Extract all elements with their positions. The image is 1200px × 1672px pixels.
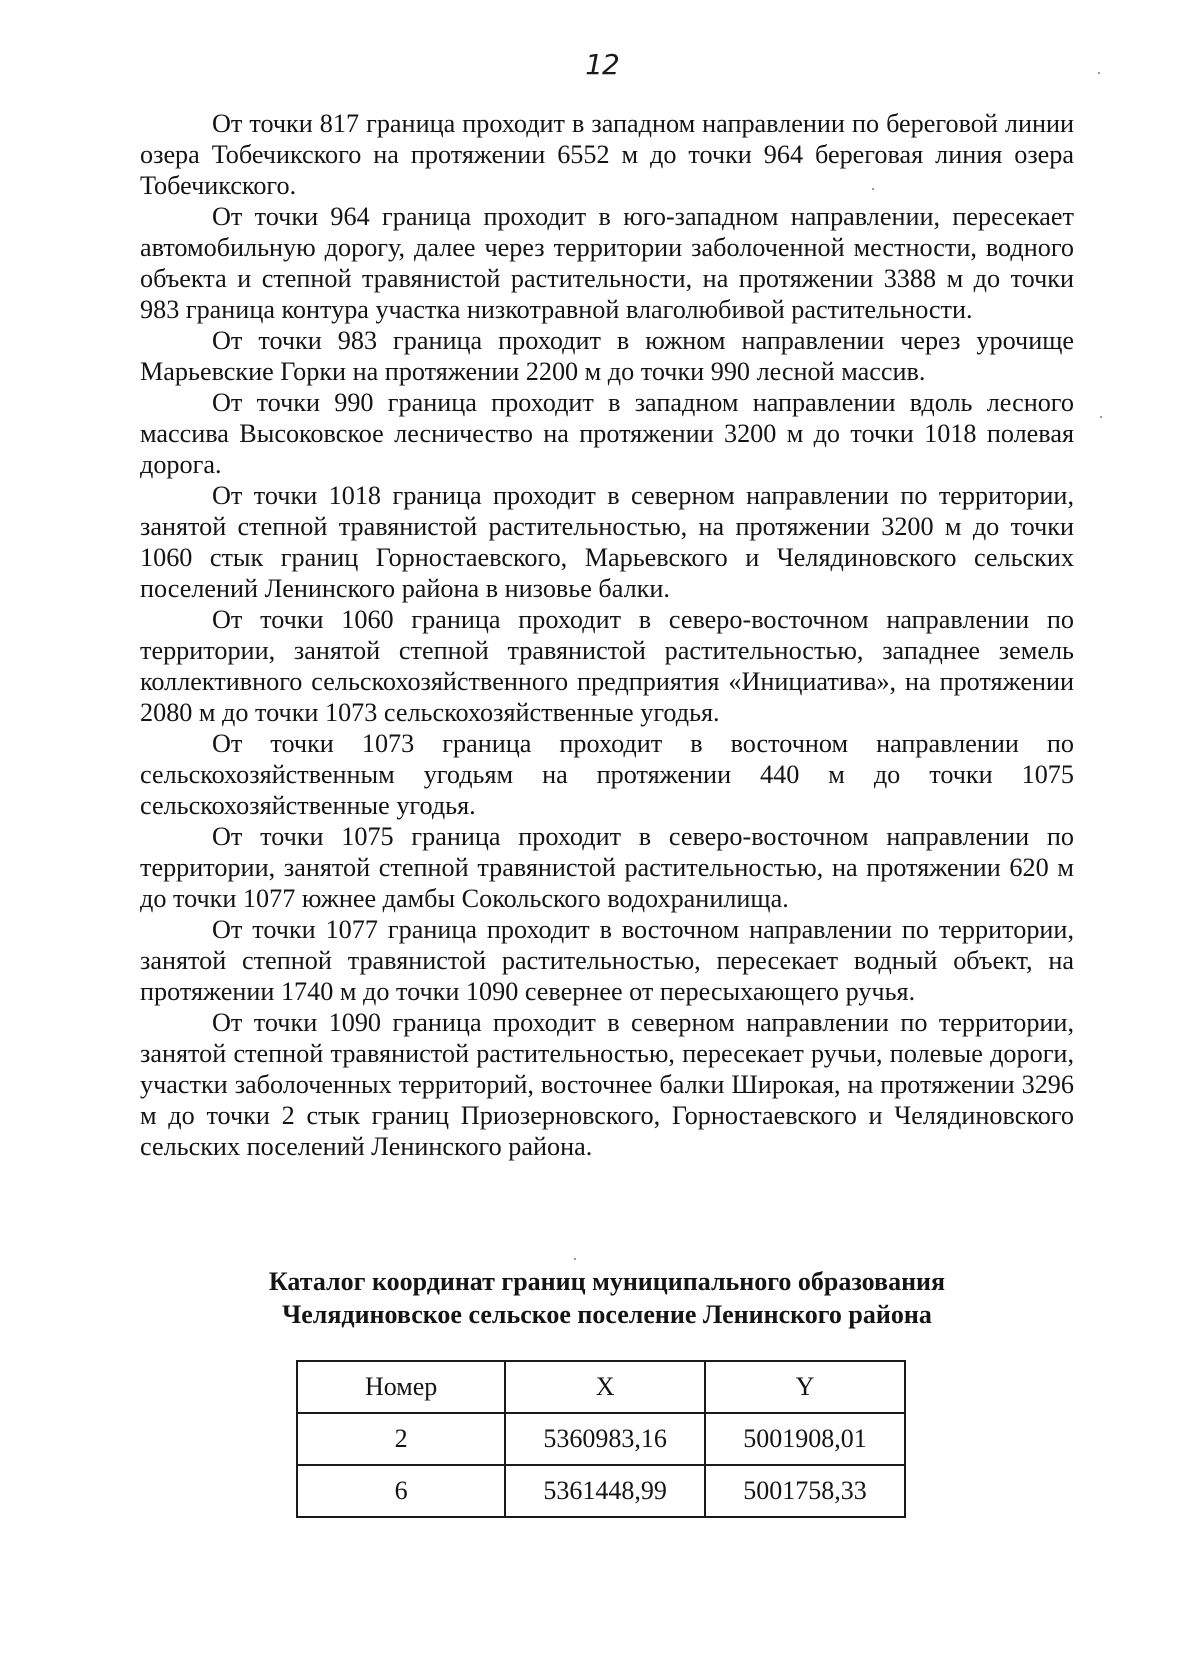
catalog-title	[140, 1265, 1074, 1331]
paragraph: От точки 1075 граница проходит в северо-восточном направлении по территории, занятой степной травянистой растительностью, на протяжении 620 м до точки 1077 южнее дамбы Сокольского водохранилища.	[140, 822, 1074, 913]
coordinates-table	[296, 1360, 906, 1518]
header-y: Y	[705, 1361, 905, 1413]
table-row	[297, 1465, 905, 1517]
cell-x: 5360983,16	[505, 1413, 705, 1465]
paragraph: От точки 817 граница проходит в западном направлении по береговой линии озера Тобечикского на протяжении 6552 м до точки 964 береговая линия озера Тобечикского.	[140, 109, 1074, 200]
paragraph: От точки 1073 граница проходит в восточном направлении по сельскохозяйственным угодьям на протяжении 440 м до точки 1075 сельскохозяйственные угодья.	[140, 729, 1074, 820]
catalog-title-line: Каталог координат границ муниципального образования	[268, 1267, 946, 1296]
header-x: X	[505, 1361, 705, 1413]
cell-number: 6	[297, 1465, 505, 1517]
scan-speck	[872, 188, 874, 190]
paragraph: От точки 964 граница проходит в юго-западном направлении, пересекает автомобильную дорогу, далее через территории заболоченной местности, водного объекта и степной травянистой растительности, на протяжении 3388 м до точки 983 граница контура участка низкотравной влаголюбивой растительности.	[140, 202, 1074, 324]
catalog-title-line: Челядиновское сельское поселение Ленинского района	[282, 1300, 932, 1329]
cell-number: 2	[297, 1413, 505, 1465]
paragraph: От точки 1018 граница проходит в северном направлении по территории, занятой степной травянистой растительностью, на протяжении 3200 м до точки 1060 стык границ Горностаевского, Марьевского и Челядиновского сельских поселений Ленинского района в низовье балки.	[140, 481, 1074, 603]
scan-speck	[574, 1258, 576, 1260]
table-header-row	[297, 1361, 905, 1413]
cell-x: 5361448,99	[505, 1465, 705, 1517]
cell-y: 5001758,33	[705, 1465, 905, 1517]
body-text	[140, 108, 1074, 1162]
paragraph: От точки 990 граница проходит в западном направлении вдоль лесного массива Высоковское лесничество на протяжении 3200 м до точки 1018 полевая дорога.	[140, 388, 1074, 479]
header-number: Номер	[297, 1361, 505, 1413]
cell-y: 5001908,01	[705, 1413, 905, 1465]
table-row	[297, 1413, 905, 1465]
paragraph: От точки 983 граница проходит в южном направлении через урочище Марьевские Горки на протяжении 2200 м до точки 990 лесной массив.	[140, 326, 1074, 386]
page-number: 12	[585, 48, 619, 81]
scan-speck	[1100, 416, 1102, 418]
paragraph: От точки 1077 граница проходит в восточном направлении по территории, занятой степной травянистой растительностью, пересекает водный объект, на протяжении 1740 м до точки 1090 севернее от пересыхающего ручья.	[140, 915, 1074, 1006]
paragraph: От точки 1090 граница проходит в северном направлении по территории, занятой степной травянистой растительностью, пересекает ручьи, полевые дороги, участки заболоченных территорий, восточнее балки Широкая, на протяжении 3296 м до точки 2 стык границ Приозерновского, Горностаевского и Челядиновского сельских поселений Ленинского района.	[140, 1008, 1074, 1161]
scan-speck	[1098, 72, 1100, 74]
paragraph: От точки 1060 граница проходит в северо-восточном направлении по территории, занятой степной травянистой растительностью, западнее земель коллективного сельскохозяйственного предприятия «Инициатива», на протяжении 2080 м до точки 1073 сельскохозяйственные угодья.	[140, 605, 1074, 727]
